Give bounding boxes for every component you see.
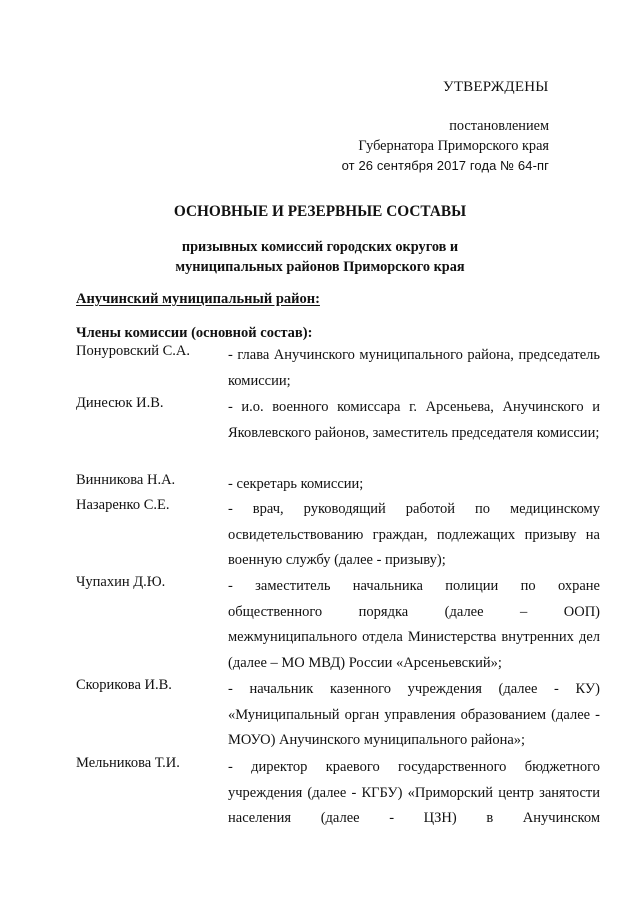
district-heading: Анучинский муниципальный район: — [76, 291, 320, 307]
subtitle-line-2: муниципальных районов Приморского края — [175, 259, 465, 275]
decree-date-line: от 26 сентября 2017 года № 64-пг — [341, 158, 549, 173]
member-name: Мельникова Т.И. — [76, 755, 180, 771]
document-subtitle — [0, 237, 640, 277]
member-role: - заместитель начальника полиции по охране общественного порядка (далее – ООП) межмуниципального отдела Министерства внутренних дел (далее – МО МВД) России «Арсеньевский»; — [228, 578, 600, 671]
member-role: - директор краевого государственного бюджетного учреждения (далее - КГБУ) «Приморский центр занятости населения (далее - ЦЗН) в Анучинском — [228, 759, 600, 826]
member-role: - и.о. военного комиссара г. Арсеньева, Анучинского и Яковлевского районов, заместитель председателя комиссии; — [228, 399, 600, 441]
approval-stamp-heading: УТВЕРЖДЕНЫ — [443, 79, 549, 95]
member-role: - секретарь комиссии; — [228, 476, 364, 492]
subtitle-line-1: призывных комиссий городских округов и — [181, 239, 459, 255]
member-role: - начальник казенного учреждения (далее - КУ) «Муниципальный орган управления образованием (далее - МОУО) Анучинского муниципального района»; — [228, 681, 600, 748]
member-name: Скорикова И.В. — [76, 677, 172, 693]
member-name: Винникова Н.А. — [76, 472, 176, 488]
member-role: - врач, руководящий работой по медицинскому освидетельствованию граждан, подлежащих призыву на военную службу (далее - призыву); — [228, 501, 600, 568]
document-title: ОСНОВНЫЕ И РЕЗЕРВНЫЕ СОСТАВЫ — [173, 203, 467, 220]
members-heading: Члены комиссии (основной состав): — [76, 325, 313, 341]
decree-line-1: постановлением — [449, 118, 549, 134]
decree-line-2: Губернатора Приморского края — [358, 138, 549, 154]
member-name: Назаренко С.Е. — [76, 497, 170, 513]
member-name: Чупахин Д.Ю. — [76, 574, 166, 590]
member-name: Понуровский С.А. — [76, 343, 191, 359]
member-name: Динесюк И.В. — [76, 395, 164, 411]
member-role: - глава Анучинского муниципального района, председатель комиссии; — [228, 347, 600, 389]
decree-reference — [342, 116, 549, 176]
